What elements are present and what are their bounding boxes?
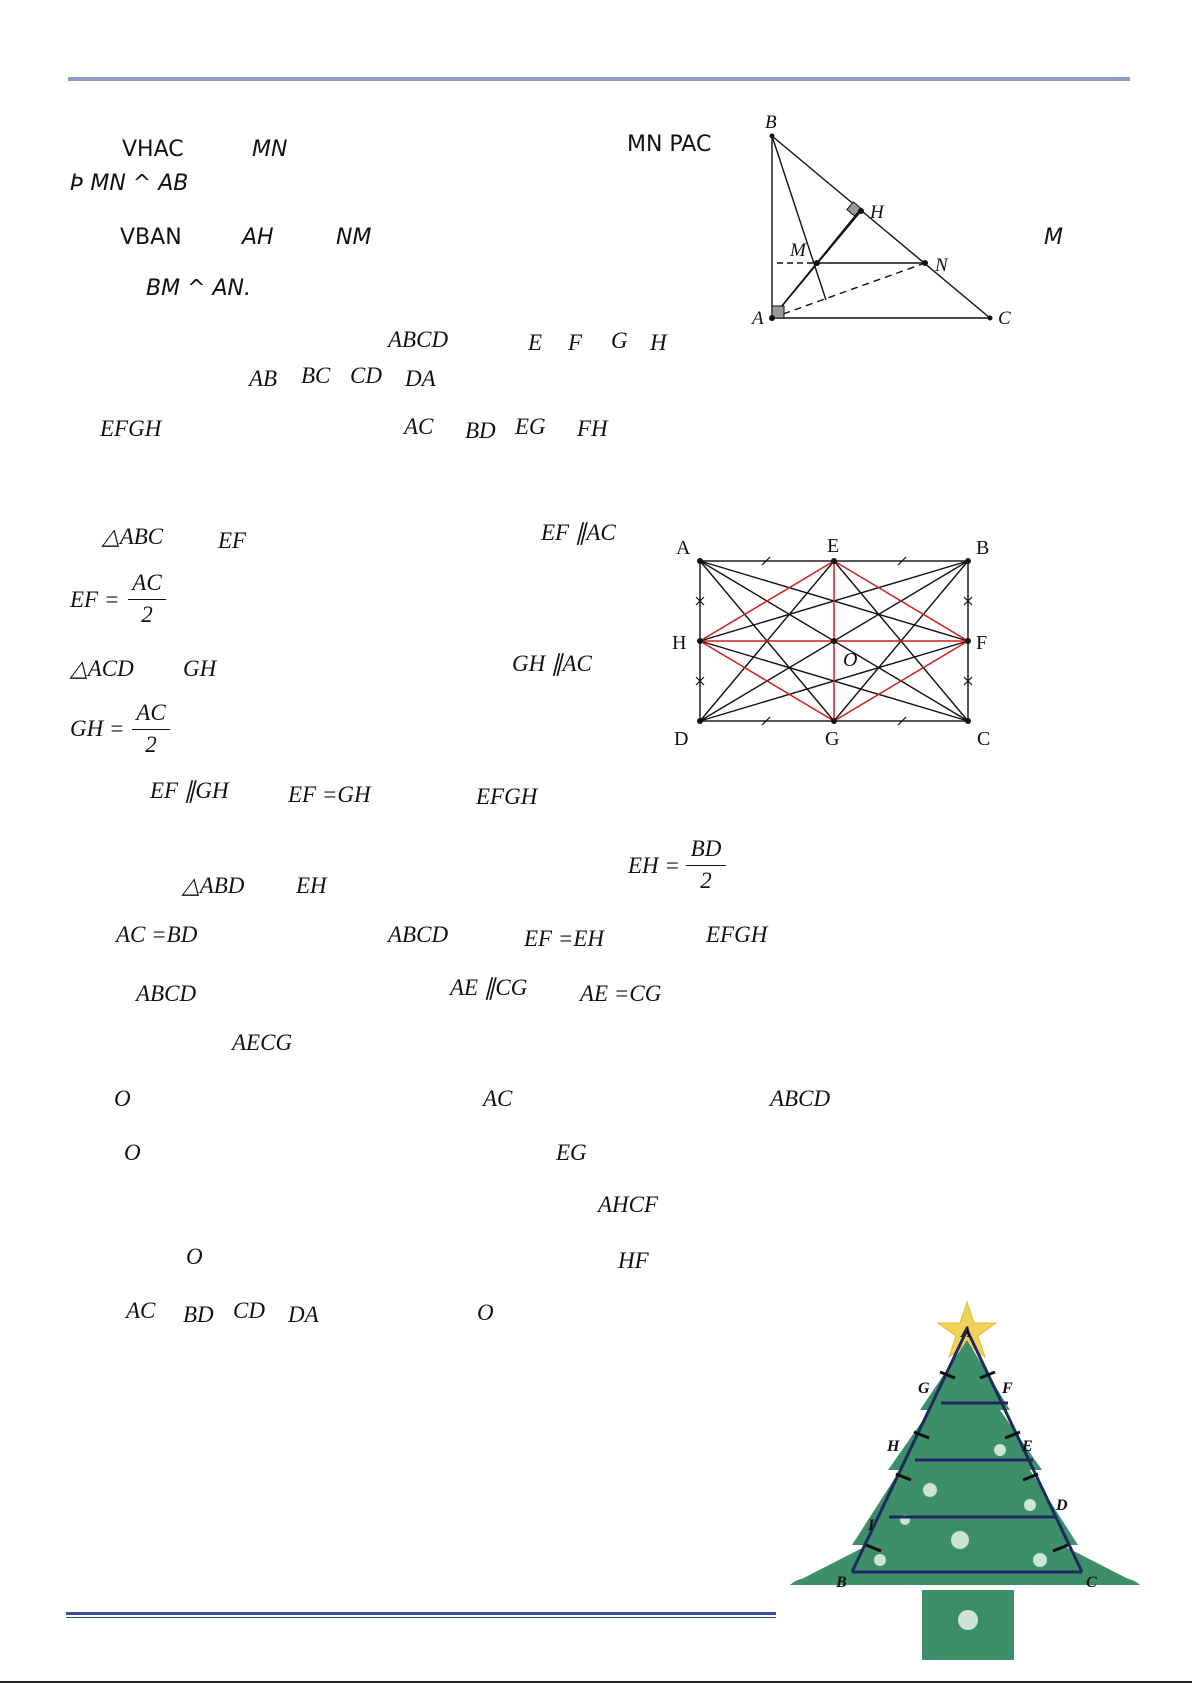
fraction-numerator: AC: [136, 700, 166, 725]
text-efgh: EFGH: [100, 416, 162, 441]
fraction-ac-over-2-b: [132, 700, 170, 760]
text-h: H: [650, 330, 667, 355]
fraction-bd-over-2: [686, 836, 726, 896]
label-o: O: [843, 649, 858, 671]
text-eg: EG: [515, 414, 546, 439]
fraction-numerator: BD: [690, 836, 722, 861]
text-m: M: [1044, 225, 1063, 250]
label-c: C: [977, 728, 991, 750]
text-abcd-2: ABCD: [136, 981, 197, 1006]
text-ac-2: AC: [126, 1298, 156, 1323]
label-m: M: [790, 240, 806, 261]
text-eg-1: EG: [556, 1140, 587, 1165]
text-gh: GH: [183, 656, 217, 681]
text-abcd: ABCD: [388, 327, 449, 352]
footer-rule: [66, 1612, 776, 1615]
text-gh-eq: GH =: [70, 716, 125, 741]
text-ef-eq-gh: EF =GH: [288, 782, 371, 807]
text-ef: EF: [218, 528, 247, 553]
text-ac-1: AC: [483, 1086, 513, 1111]
text-abcd-1: ABCD: [388, 922, 449, 947]
text-ef-eq: EF =: [70, 587, 120, 612]
text-bd: BD: [465, 418, 496, 443]
text-abcd-3: ABCD: [770, 1086, 831, 1111]
label-d: D: [1056, 1497, 1068, 1514]
label-b: B: [836, 1574, 847, 1591]
label-h: H: [672, 632, 687, 654]
fraction-denominator: 2: [145, 732, 157, 757]
label-h: H: [887, 1438, 900, 1455]
text-vban: VBAN: [120, 225, 182, 250]
segment-bc: [772, 136, 990, 318]
label-a: A: [752, 308, 764, 329]
text-efgh-1: EFGH: [476, 784, 538, 809]
fraction-ac-over-2-a: [128, 570, 166, 630]
label-n: N: [935, 255, 948, 276]
text-ab: AB: [249, 366, 278, 391]
text-da-2: DA: [288, 1302, 319, 1327]
page-bottom-rule: [0, 1681, 1192, 1683]
text-eh-eq: EH =: [628, 853, 680, 878]
text-da: DA: [405, 366, 436, 391]
figure-christmas-tree: [778, 1290, 1144, 1670]
text-tri-abc: △ABC: [102, 524, 164, 549]
text-g: G: [611, 328, 628, 353]
text-bd-2: BD: [183, 1302, 214, 1327]
text-aecg: AECG: [232, 1030, 293, 1055]
text-ae-par-cg: AE ∥CG: [450, 975, 528, 1000]
label-b: B: [976, 537, 990, 559]
figure-triangle-abc: [740, 100, 1030, 340]
text-bm-perp-an: BM ^ AN.: [146, 276, 251, 301]
text-eh: EH: [296, 873, 327, 898]
text-fh: FH: [577, 416, 608, 441]
text-ae-eq-cg: AE =CG: [580, 981, 662, 1006]
label-a: A: [676, 537, 691, 559]
text-mn-pac: MN PAC: [627, 132, 712, 157]
label-a: A: [961, 1324, 972, 1341]
label-g: G: [918, 1380, 930, 1397]
text-efgh-2: EFGH: [706, 922, 768, 947]
footer-rule-thin: [66, 1617, 776, 1618]
text-o-3: O: [186, 1244, 203, 1269]
text-o-2: O: [124, 1140, 141, 1165]
text-ef-par-gh: EF ∥GH: [150, 778, 229, 803]
text-ef-eq-eh: EF =EH: [524, 926, 605, 951]
segment-bn: [772, 136, 826, 300]
text-tri-acd: △ACD: [70, 656, 134, 681]
text-e: E: [528, 330, 543, 355]
text-o-1: O: [114, 1086, 131, 1111]
text-tri-abd: △ABD: [182, 873, 245, 898]
label-b: B: [765, 112, 777, 133]
text-cd-2: CD: [233, 1298, 265, 1323]
text-hf: HF: [618, 1248, 649, 1273]
text-bc: BC: [301, 363, 331, 388]
header-rule: [68, 77, 1130, 81]
text-nm: NM: [336, 225, 372, 250]
label-e: E: [1022, 1438, 1033, 1455]
label-c: C: [998, 308, 1011, 329]
label-f: F: [976, 632, 988, 654]
label-g: G: [825, 728, 840, 750]
text-mn-perp-ab: Þ MN ^ AB: [70, 171, 189, 196]
text-f: F: [568, 330, 583, 355]
label-f: F: [1002, 1380, 1013, 1397]
fraction-denominator: 2: [141, 602, 153, 627]
text-ac: AC: [404, 414, 434, 439]
fraction-numerator: AC: [132, 570, 162, 595]
fraction-denominator: 2: [700, 868, 712, 893]
label-i: I: [868, 1517, 875, 1534]
text-cd: CD: [350, 363, 382, 388]
text-mn: MN: [252, 137, 288, 162]
label-e: E: [827, 535, 840, 557]
text-vhac: VHAC: [122, 137, 184, 162]
label-h: H: [870, 202, 884, 223]
text-ac-eq-bd: AC =BD: [116, 922, 198, 947]
text-ah: AH: [242, 225, 274, 250]
text-ahcf: AHCF: [598, 1192, 659, 1217]
text-gh-par-ac: GH ∥AC: [512, 651, 592, 676]
figure-rectangle-abcd: [665, 530, 1010, 755]
text-ef-par-ac: EF ∥AC: [541, 520, 616, 545]
text-o-4: O: [477, 1300, 494, 1325]
label-c: C: [1086, 1574, 1097, 1591]
label-d: D: [674, 728, 689, 750]
